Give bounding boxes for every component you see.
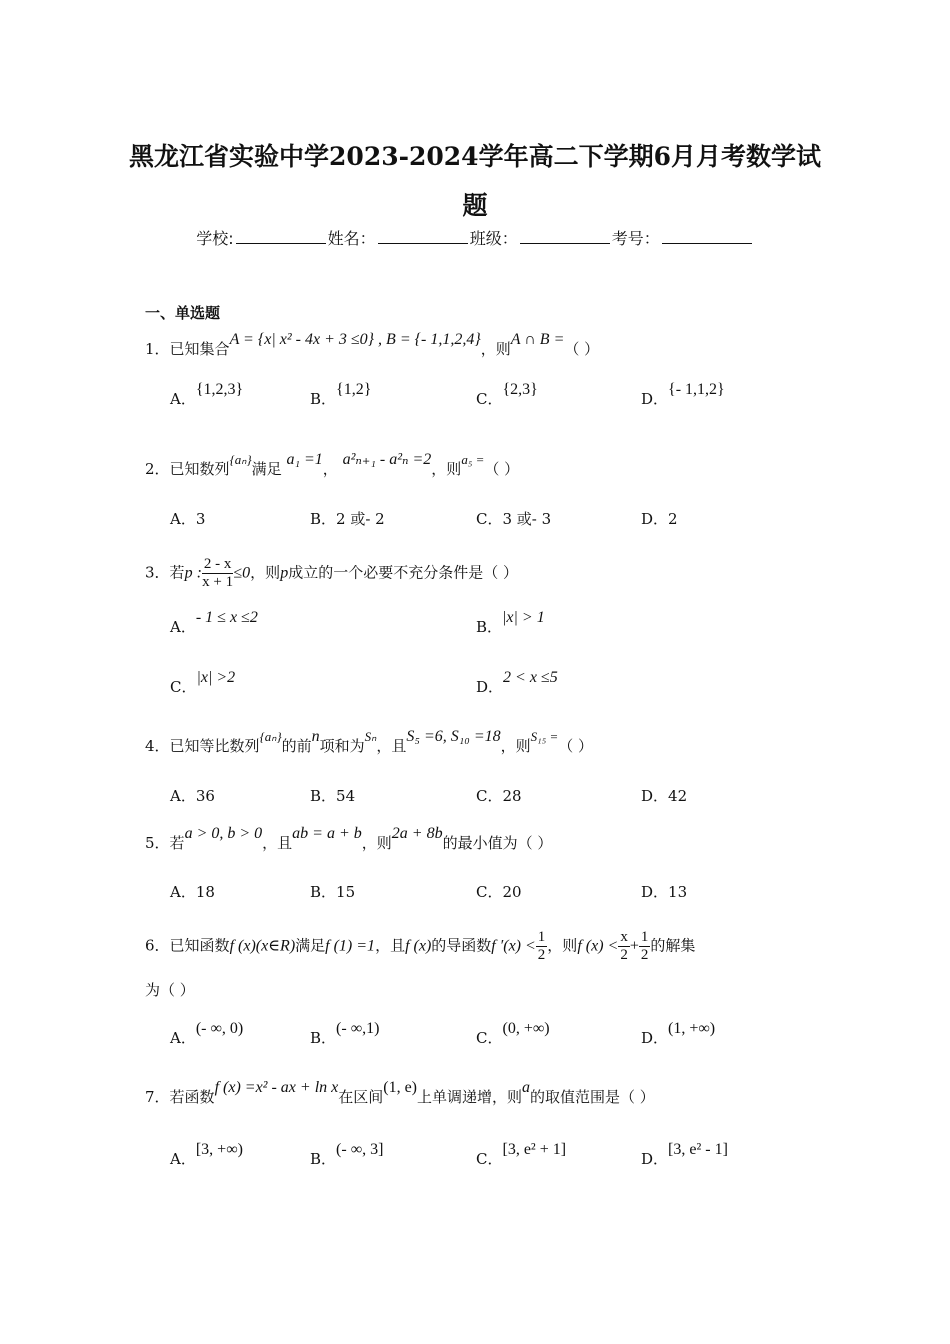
- math-expression: f (x) =x² - ax + ln x: [214, 1079, 339, 1096]
- math-expression: f (x): [405, 937, 432, 955]
- question-text: ，则: [500, 737, 531, 755]
- option-value: 36: [195, 787, 215, 805]
- option-value: (- ∞,1): [336, 1020, 380, 1037]
- math-expression: {aₙ}: [229, 452, 252, 467]
- option-value: [3, e² - 1]: [668, 1141, 728, 1158]
- option-b: [310, 881, 355, 902]
- option-label: B．: [476, 618, 503, 636]
- question-text: 的前: [281, 737, 312, 755]
- option-a: [170, 1141, 243, 1169]
- class-label: 班级：: [469, 229, 518, 248]
- option-value: 15: [336, 883, 356, 901]
- fraction: [618, 929, 630, 964]
- option-value: 18: [195, 883, 215, 901]
- fraction-denominator: x + 1: [202, 574, 234, 590]
- option-label: C．: [476, 510, 503, 528]
- option-label: C．: [476, 787, 503, 805]
- student-info-line: [0, 226, 950, 249]
- option-a: [170, 508, 205, 529]
- option-value: 42: [668, 787, 688, 805]
- exam-title-line-1: 黑龙江省实验中学2023-2024学年高二下学期6月月考数学试: [129, 142, 821, 171]
- question-number: 4．: [145, 737, 170, 755]
- option-value: (0, +∞): [502, 1020, 550, 1037]
- option-value: 2: [668, 510, 678, 528]
- question-text: ，且: [262, 834, 293, 852]
- option-label: D．: [641, 1150, 669, 1168]
- option-label: C．: [476, 1150, 503, 1168]
- name-blank: [378, 229, 468, 244]
- option-label: D．: [476, 678, 504, 696]
- option-label: A．: [170, 1150, 196, 1168]
- question-number: 7．: [145, 1088, 170, 1106]
- question-text: ，则: [480, 340, 511, 358]
- option-value: [3, e² + 1]: [502, 1141, 567, 1158]
- math-expression: f ′(x) <: [491, 937, 536, 955]
- school-blank: [236, 229, 326, 244]
- question-text: 的最小值为（ ）: [442, 834, 553, 852]
- math-expression: +: [629, 937, 639, 955]
- question-7: [145, 1079, 655, 1109]
- fraction-denominator: 2: [640, 947, 649, 963]
- question-text: 满足: [295, 936, 326, 955]
- option-d: [641, 381, 725, 409]
- question-text: ，则: [431, 460, 462, 478]
- option-c: [476, 1141, 567, 1169]
- option-b: [476, 609, 545, 637]
- option-a: [170, 785, 215, 806]
- fraction: [639, 929, 651, 964]
- question-text: ，则: [547, 936, 578, 955]
- option-c: [476, 381, 538, 409]
- math-expression: p: [280, 564, 289, 582]
- option-label: B．: [310, 1150, 337, 1168]
- option-value: 3: [195, 510, 206, 528]
- math-expression: A ∩ B =: [510, 331, 565, 348]
- option-label: B．: [310, 390, 337, 408]
- question-text: 已知集合: [169, 340, 230, 358]
- question-text: 满足: [251, 460, 282, 478]
- fraction: [202, 556, 234, 591]
- option-label: D．: [641, 787, 669, 805]
- option-value: {- 1,1,2}: [668, 381, 725, 398]
- question-1: [145, 331, 600, 361]
- question-text: 在区间: [338, 1088, 384, 1106]
- math-expression: a₅ =: [461, 452, 485, 467]
- option-label: A．: [170, 883, 196, 901]
- option-c: [170, 669, 236, 697]
- option-value: 20: [502, 883, 522, 901]
- fraction: [536, 929, 548, 964]
- math-expression: f (x)(x∈R): [229, 937, 296, 955]
- section-heading: 一、单选题: [145, 304, 221, 322]
- option-value: 2 或- 2: [336, 510, 385, 528]
- question-text: 若: [169, 563, 185, 582]
- option-a: [170, 609, 258, 637]
- math-expression: 2a + 8b: [391, 825, 443, 842]
- question-number: 1．: [145, 340, 170, 358]
- option-value: 3 或- 3: [502, 510, 552, 528]
- question-text: 已知函数: [169, 936, 230, 955]
- question-text: 的取值范围是（ ）: [530, 1088, 655, 1106]
- question-text: 项和为: [319, 737, 365, 755]
- question-5: [145, 825, 553, 855]
- question-text: 若函数: [169, 1088, 215, 1106]
- question-6: [145, 929, 695, 964]
- option-d: [641, 1020, 716, 1048]
- option-b: [310, 1141, 384, 1169]
- question-number: 2．: [145, 460, 170, 478]
- option-b: [310, 381, 372, 409]
- question-text: ，且: [376, 737, 407, 755]
- math-expression: Sₙ: [364, 729, 377, 744]
- math-expression: S₁₅ =: [530, 729, 559, 744]
- math-expression: ab = a + b: [292, 825, 362, 842]
- option-value: 54: [336, 787, 356, 805]
- option-d: [641, 785, 687, 806]
- option-value: {1,2,3}: [195, 381, 244, 398]
- math-expression: {aₙ}: [259, 729, 282, 744]
- option-a: [170, 381, 244, 409]
- question-text: 上单调递增，则: [417, 1088, 523, 1106]
- id-label: 考号：: [611, 229, 660, 248]
- exam-title-line-2: 题: [462, 191, 488, 220]
- math-expression: S₅ =6, S₁₀ =18: [406, 728, 501, 745]
- option-a: [170, 881, 215, 902]
- fraction-numerator: 2 - x: [203, 556, 232, 572]
- option-value: (1, +∞): [668, 1020, 716, 1037]
- math-expression: a₁ =1: [286, 451, 323, 468]
- math-expression: p :: [184, 564, 202, 582]
- option-label: D．: [641, 1029, 669, 1047]
- option-label: A．: [170, 510, 196, 528]
- question-6-continued: [145, 979, 195, 1001]
- question-text: 为（ ）: [145, 981, 195, 999]
- option-d: [476, 669, 558, 697]
- question-text: ，则: [250, 563, 281, 582]
- option-c: [476, 1020, 550, 1048]
- math-expression: f (x) <: [577, 937, 619, 955]
- question-number: 5．: [145, 834, 170, 852]
- math-expression: A = {x| x² - 4x + 3 ≤0} , B = {- 1,1,2,4}: [229, 331, 481, 348]
- option-value: |x| > 1: [502, 609, 545, 626]
- math-expression: (1, e): [383, 1079, 418, 1096]
- option-label: B．: [310, 1029, 337, 1047]
- fraction-numerator: 1: [537, 929, 546, 945]
- question-text: ，且: [375, 936, 406, 955]
- question-4: [145, 728, 594, 758]
- option-label: A．: [170, 1029, 196, 1047]
- option-label: C．: [476, 390, 503, 408]
- option-d: [641, 881, 687, 902]
- answer-parens: （ ）: [484, 460, 520, 478]
- option-value: [3, +∞): [195, 1141, 243, 1158]
- option-a: [170, 1020, 244, 1048]
- question-text: 已知等比数列: [169, 737, 260, 755]
- question-text: 成立的一个必要不充分条件是（ ）: [288, 563, 518, 582]
- math-expression: a: [522, 1079, 531, 1096]
- fraction-numerator: x: [620, 929, 628, 945]
- class-blank: [520, 229, 610, 244]
- option-label: C．: [170, 678, 197, 696]
- option-c: [476, 508, 551, 529]
- fraction-denominator: 2: [620, 947, 628, 963]
- option-value: {1,2}: [336, 381, 372, 398]
- math-expression: ≤0: [233, 564, 251, 582]
- question-number: 3．: [145, 563, 170, 582]
- question-3: [145, 556, 518, 591]
- option-label: D．: [641, 883, 669, 901]
- option-b: [310, 508, 385, 529]
- option-b: [310, 1020, 380, 1048]
- option-c: [476, 785, 522, 806]
- option-d: [641, 1141, 728, 1169]
- option-label: B．: [310, 883, 337, 901]
- question-text: ，则: [361, 834, 392, 852]
- question-number: 6．: [145, 936, 170, 955]
- question-text: 的导函数: [431, 936, 492, 955]
- question-text: 若: [169, 834, 185, 852]
- option-b: [310, 785, 355, 806]
- option-d: [641, 508, 678, 529]
- option-label: C．: [476, 1029, 503, 1047]
- option-value: 13: [668, 883, 688, 901]
- question-text: 已知数列: [169, 460, 230, 478]
- math-expression: f (1) =1: [325, 937, 376, 955]
- name-label: 姓名：: [327, 229, 376, 248]
- option-c: [476, 881, 522, 902]
- option-value: {2,3}: [502, 381, 538, 398]
- fraction-denominator: 2: [537, 947, 546, 963]
- question-2: [145, 451, 520, 481]
- math-expression: a²ₙ₊₁ - a²ₙ =2: [342, 451, 432, 468]
- math-expression: n: [311, 728, 320, 745]
- option-value: |x| >2: [196, 669, 236, 686]
- option-value: (- ∞, 3]: [336, 1141, 384, 1158]
- option-label: B．: [310, 510, 337, 528]
- option-value: 28: [502, 787, 522, 805]
- answer-parens: （ ）: [558, 737, 594, 755]
- option-label: B．: [310, 787, 337, 805]
- option-label: C．: [476, 883, 503, 901]
- question-text: ，: [322, 460, 338, 478]
- option-label: A．: [170, 618, 196, 636]
- fraction-numerator: 1: [640, 929, 649, 945]
- option-label: A．: [170, 787, 196, 805]
- question-text: 的解集: [650, 936, 696, 955]
- option-value: - 1 ≤ x ≤2: [195, 609, 258, 626]
- option-value: 2 < x ≤5: [503, 669, 558, 686]
- option-value: (- ∞, 0): [195, 1020, 244, 1037]
- option-label: D．: [641, 390, 669, 408]
- option-label: D．: [641, 510, 669, 528]
- id-blank: [662, 229, 752, 244]
- math-expression: a > 0, b > 0: [184, 825, 263, 842]
- school-label: 学校:: [196, 229, 234, 248]
- answer-parens: （ ）: [564, 340, 600, 358]
- option-label: A．: [170, 390, 196, 408]
